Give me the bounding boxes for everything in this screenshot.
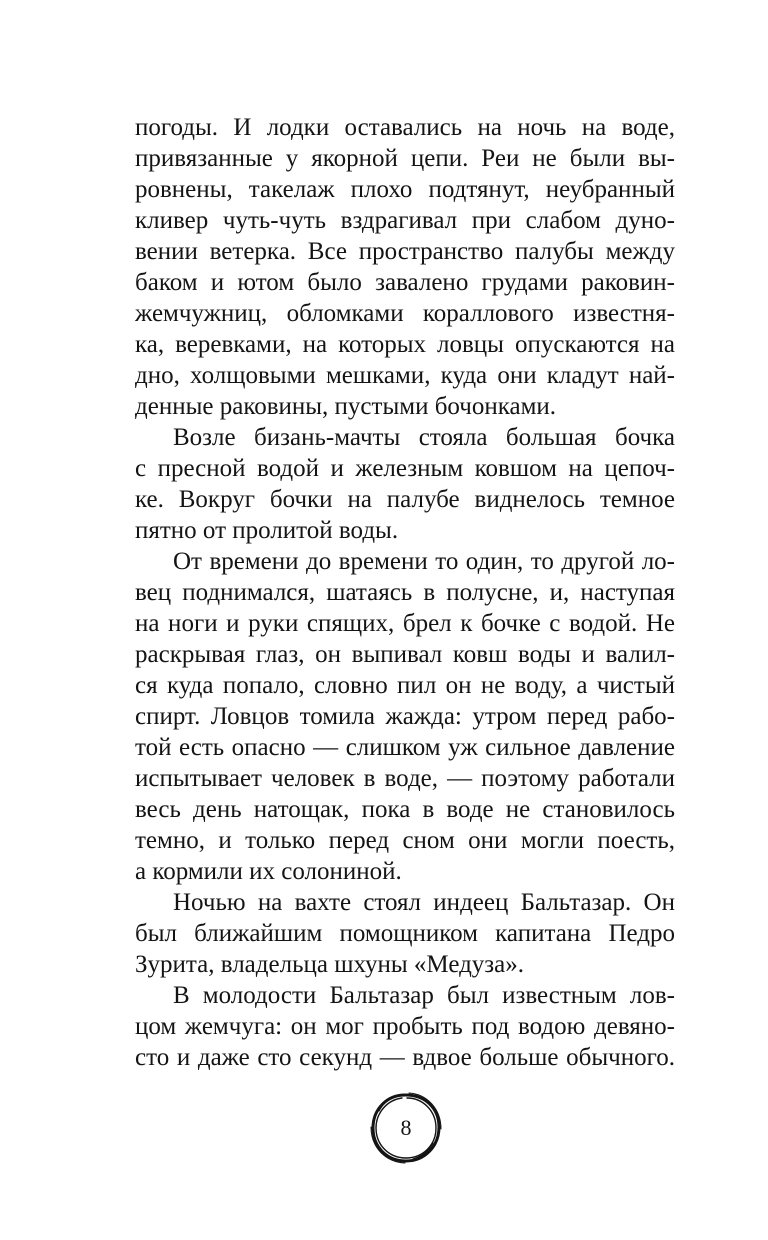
text-line: привязанные у якорной цепи. Реи не были вы- bbox=[135, 145, 675, 172]
text-line: погоды. И лодки оставались на ночь на воде, bbox=[135, 114, 675, 141]
text-line: весь день натощак, пока в воде не становилось bbox=[135, 796, 675, 823]
paragraph-3 bbox=[135, 546, 675, 887]
text-line: ке. Вокруг бочки на палубе виднелось темное bbox=[135, 486, 675, 513]
text-line: Возле бизань-мачты стояла большая бочка bbox=[173, 424, 675, 451]
text-line: В молодости Бальтазар был известным лов- bbox=[173, 982, 675, 1009]
paragraph-5 bbox=[135, 980, 675, 1073]
text-line: дно, холщовыми мешками, куда они кладут най- bbox=[135, 362, 675, 389]
text-line: был ближайшим помощником капитана Педро bbox=[135, 920, 675, 947]
text-line: сто и даже сто секунд — вдвое больше обычного. bbox=[135, 1044, 675, 1071]
paragraph-4 bbox=[135, 887, 675, 980]
page-number-badge bbox=[369, 1091, 443, 1165]
text-line: ся куда попало, словно пил он не воду, а чистый bbox=[135, 672, 675, 699]
body-text bbox=[135, 112, 675, 1073]
text-line: жемчужниц, обломками кораллового известня- bbox=[135, 300, 675, 327]
paragraph-2 bbox=[135, 422, 675, 546]
text-line: Ночью на вахте стоял индеец Бальтазар. Он bbox=[173, 889, 675, 916]
text-line: цом жемчуга: он мог пробыть под водою девяно- bbox=[135, 1013, 675, 1040]
text-line: денные раковины, пустыми бочонками. bbox=[135, 393, 557, 420]
text-line: ка, веревками, на которых ловцы опускаются на bbox=[135, 331, 675, 358]
text-line: кливер чуть-чуть вздрагивал при слабом дуно- bbox=[135, 207, 675, 234]
page-number: 8 bbox=[400, 1115, 412, 1140]
text-line: От времени до времени то один, то другой ло- bbox=[173, 548, 675, 575]
text-line: раскрывая глаз, он выпивал ковш воды и валил- bbox=[135, 641, 675, 668]
text-line: спирт. Ловцов томила жажда: утром перед рабо- bbox=[135, 703, 675, 730]
text-line: а кормили их солониной. bbox=[135, 858, 402, 885]
paragraph-1 bbox=[135, 112, 675, 422]
text-line: с пресной водой и железным ковшом на цепоч- bbox=[135, 455, 675, 482]
text-line: Зурита, владельца шхуны «Медуза». bbox=[135, 951, 525, 978]
text-line: на ноги и руки спящих, брел к бочке с водой. Не bbox=[135, 610, 675, 637]
text-line: баком и ютом было завалено грудами раковин- bbox=[135, 269, 675, 296]
text-line: той есть опасно — слишком уж сильное давление bbox=[135, 734, 675, 761]
text-line: темно, и только перед сном они могли поесть, bbox=[135, 827, 675, 854]
text-line: пятно от пролитой воды. bbox=[135, 517, 399, 544]
text-line: испытывает человек в воде, — поэтому работали bbox=[135, 765, 675, 792]
text-line: вец поднимался, шатаясь в полусне, и, наступая bbox=[135, 579, 675, 606]
text-line: вении ветерка. Все пространство палубы между bbox=[135, 238, 675, 265]
text-line: ровнены, такелаж плохо подтянут, неубранный bbox=[135, 176, 675, 203]
